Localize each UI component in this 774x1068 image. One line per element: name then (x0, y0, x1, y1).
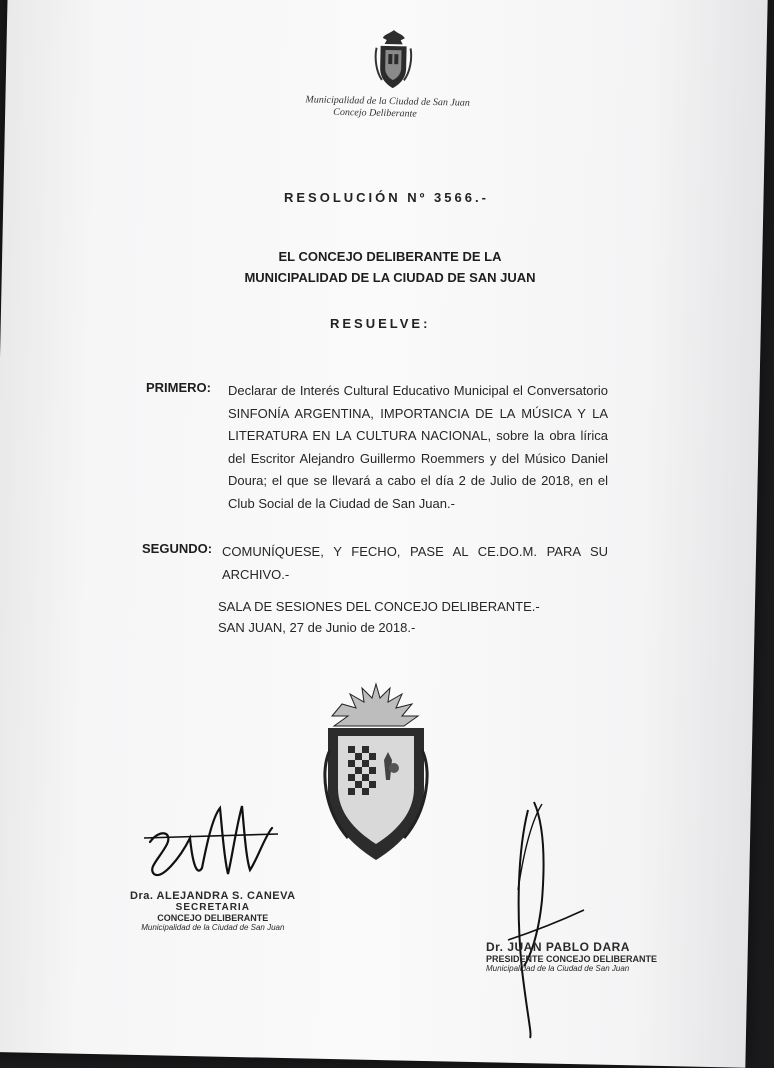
signatory-right-municipality: Municipalidad de la Ciudad de San Juan (486, 964, 630, 973)
municipality-heading (305, 94, 470, 121)
heading-line-1: EL CONCEJO DELIBERANTE DE LA (278, 249, 502, 264)
signatory-right-role: PRESIDENTE CONCEJO DELIBERANTE (486, 954, 658, 964)
resolution-title: RESOLUCIÓN Nº 3566.- (284, 190, 489, 205)
signatory-left-role: SECRETARIA (175, 902, 250, 913)
signatory-right-name: Dr. JUAN PABLO DARA (486, 940, 630, 954)
resuelve-heading: RESUELVE: (330, 316, 431, 331)
council-seal-icon (318, 680, 434, 864)
signatory-left-municipality: Municipalidad de la Ciudad de San Juan (141, 923, 285, 932)
signatory-left-body: CONCEJO DELIBERANTE (157, 913, 269, 923)
session-hall: SALA DE SESIONES DEL CONCEJO DELIBERANTE.- (218, 599, 540, 614)
municipality-name: Municipalidad de la Ciudad de San Juan (305, 94, 470, 109)
council-name: Concejo Deliberante (333, 106, 417, 120)
signature-right-icon (488, 790, 598, 1040)
article-1-text: Declarar de Interés Cultural Educativo Municipal el Conversatorio SINFONÍA ARGENTINA, IMPORTANCIA DE LA MÚSICA Y LA LITERATURA EN LA CULTURA NACIONAL, sobre la obra lírica del Escritor Alejandro Guillermo Roemmers y del Músico Daniel Doura; el que se llevará a cabo el día 2 de Julio de 2018, en el Club Social de la Ciudad de San Juan.- (228, 383, 608, 511)
signature-left-icon (140, 798, 280, 894)
closing-block (218, 596, 540, 638)
issuing-body-heading (240, 246, 540, 288)
signatory-left-name: Dra. ALEJANDRA S. CANEVA (130, 890, 296, 902)
coat-of-arms-icon (374, 28, 413, 91)
signatory-left-stamp (130, 890, 296, 932)
closing-date: SAN JUAN, 27 de Junio de 2018.- (218, 620, 416, 635)
article-2-label: SEGUNDO: (142, 541, 213, 556)
signatory-right-stamp (486, 940, 657, 973)
heading-line-2: MUNICIPALIDAD DE LA CIUDAD DE SAN JUAN (244, 270, 536, 285)
article-1-label: PRIMERO: (146, 380, 211, 395)
article-2-text: COMUNÍQUESE, Y FECHO, PASE AL CE.DO.M. PARA SU ARCHIVO.- (222, 544, 608, 582)
